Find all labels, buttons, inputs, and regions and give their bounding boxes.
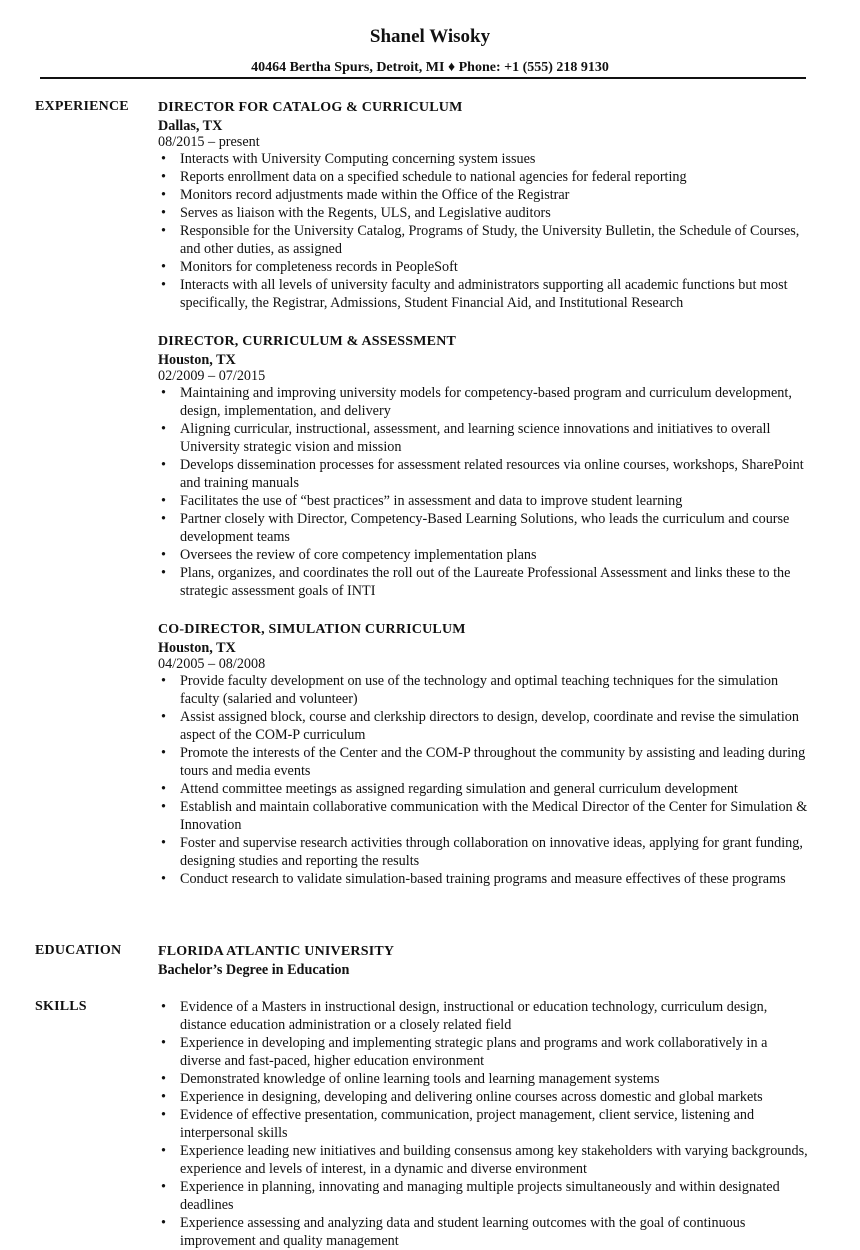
bullet-item: • Reports enrollment data on a specified schedule to national agencies for federal reporting <box>158 168 808 186</box>
job-title: DIRECTOR FOR CATALOG & CURRICULUM <box>158 100 463 115</box>
skill-item: • Experience in planning, innovating and managing multiple projects simultaneously and within designated deadlines <box>158 1178 808 1214</box>
job-dates: 08/2015 – present <box>158 134 260 150</box>
bullet-item: • Conduct research to validate simulation-based training programs and measure effectives of these programs <box>158 870 808 888</box>
skill-item: • Evidence of effective presentation, communication, project management, client service, listening and interpersonal skills <box>158 1106 808 1142</box>
job-bullets <box>158 150 808 312</box>
section-label-education: EDUCATION <box>35 943 122 958</box>
education-school: FLORIDA ATLANTIC UNIVERSITY <box>158 944 395 959</box>
bullet-item: • Serves as liaison with the Regents, ULS, and Legislative auditors <box>158 204 808 222</box>
bullet-item: • Monitors for completeness records in PeopleSoft <box>158 258 808 276</box>
skill-item: • Demonstrated knowledge of online learning tools and learning management systems <box>158 1070 808 1088</box>
bullet-item: • Oversees the review of core competency implementation plans <box>158 546 808 564</box>
section-label-experience: EXPERIENCE <box>35 99 129 114</box>
bullet-item: • Partner closely with Director, Competency-Based Learning Solutions, who leads the curriculum and course development teams <box>158 510 808 546</box>
bullet-item: • Promote the interests of the Center and the COM-P throughout the community by assisting and leading during tours and media events <box>158 744 808 780</box>
bullet-item: • Interacts with University Computing concerning system issues <box>158 150 808 168</box>
job-location: Dallas, TX <box>158 118 223 134</box>
bullet-item: • Foster and supervise research activities through collaboration on innovative ideas, applying for grant funding, designing studies and reporting the results <box>158 834 808 870</box>
skill-item: • Experience in designing, developing and delivering online courses across domestic and global markets <box>158 1088 808 1106</box>
bullet-item: • Aligning curricular, instructional, assessment, and learning science innovations and initiatives to overall University strategic vision and mission <box>158 420 808 456</box>
bullet-item: • Establish and maintain collaborative communication with the Medical Director of the Center for Simulation & Innovation <box>158 798 808 834</box>
job-location: Houston, TX <box>158 352 236 368</box>
job-title: DIRECTOR, CURRICULUM & ASSESSMENT <box>158 334 457 349</box>
experience-body <box>158 98 808 908</box>
skill-item: • Experience in developing and implementing strategic plans and programs and work collaboratively in a diverse and fast-paced, higher education environment <box>158 1034 808 1070</box>
header-divider <box>40 77 806 79</box>
job-bullets <box>158 384 808 600</box>
skills-body <box>158 998 808 1250</box>
job-location: Houston, TX <box>158 640 236 656</box>
bullet-item: • Develops dissemination processes for assessment related resources via online courses, workshops, SharePoint and training manuals <box>158 456 808 492</box>
job-dates: 04/2005 – 08/2008 <box>158 656 266 672</box>
bullet-item: • Provide faculty development on use of the technology and optimal teaching techniques for the simulation faculty (salaried and volunteer) <box>158 672 808 708</box>
skill-item: • Experience leading new initiatives and building consensus among key stakeholders with varying backgrounds, experience and levels of interest, in a dynamic and diverse environment <box>158 1142 808 1178</box>
bullet-item: • Responsible for the University Catalog, Programs of Study, the University Bulletin, the Schedule of Courses, and other duties, as assigned <box>158 222 808 258</box>
resume-name: Shanel Wisoky <box>369 26 491 47</box>
bullet-item: • Facilitates the use of “best practices” in assessment and data to improve student learning <box>158 492 808 510</box>
bullet-item: • Maintaining and improving university models for competency-based program and curriculum development, design, implementation, and delivery <box>158 384 808 420</box>
education-body <box>158 942 808 980</box>
skill-item: • Evidence of a Masters in instructional design, instructional or education technology, curriculum design, distance education administration or a closely related field <box>158 998 808 1034</box>
job-title: CO-DIRECTOR, SIMULATION CURRICULUM <box>158 622 466 637</box>
job-entry <box>158 98 808 312</box>
job-bullets <box>158 672 808 888</box>
bullet-item: • Assist assigned block, course and clerkship directors to design, develop, coordinate and revise the simulation aspect of the COM-P curriculum <box>158 708 808 744</box>
job-dates: 02/2009 – 07/2015 <box>158 368 266 384</box>
bullet-item: • Plans, organizes, and coordinates the roll out of the Laureate Professional Assessment and links these to the strategic assessment goals of INTI <box>158 564 808 600</box>
bullet-item: • Interacts with all levels of university faculty and administrators supporting all academic functions but most specifically, the Registrar, Admissions, Student Financial Aid, and Institutional Research <box>158 276 808 312</box>
job-entry <box>158 332 808 600</box>
education-degree: Bachelor’s Degree in Education <box>158 962 350 978</box>
job-entry <box>158 620 808 888</box>
skills-list <box>158 998 808 1250</box>
bullet-item: • Monitors record adjustments made within the Office of the Registrar <box>158 186 808 204</box>
contact-line: 40464 Bertha Spurs, Detroit, MI ♦ Phone: +1 (555) 218 9130 <box>251 60 609 75</box>
bullet-item: • Attend committee meetings as assigned regarding simulation and general curriculum development <box>158 780 808 798</box>
skill-item: • Experience assessing and analyzing data and student learning outcomes with the goal of continuous improvement and quality management <box>158 1214 808 1250</box>
section-label-skills: SKILLS <box>35 999 87 1014</box>
